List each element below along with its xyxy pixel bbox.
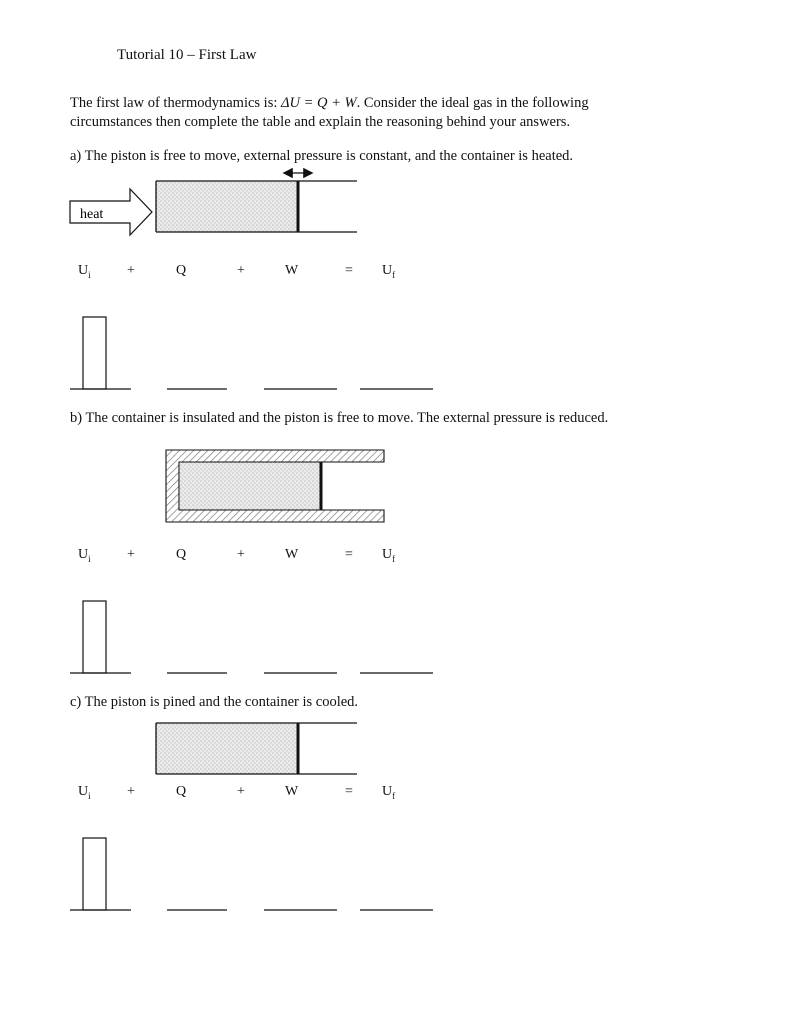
intro-line-2: circumstances then complete the table and explain the reasoning behind your answers. <box>70 114 571 130</box>
plus1-c: + <box>127 784 135 799</box>
gas-region-c <box>156 723 297 774</box>
plus2-a: + <box>237 263 245 278</box>
initial-energy-bar-c <box>83 838 106 910</box>
uf-label-a: $U_f$ <box>382 263 396 280</box>
page-title: Tutorial 10 – First Law <box>117 47 257 63</box>
heat-label: heat <box>80 207 104 222</box>
equals-c: = <box>345 784 353 799</box>
intro-text-before: The first law of thermodynamics is: <box>70 95 282 111</box>
w-label-a: W <box>285 263 299 278</box>
q-label-c: Q <box>176 784 187 799</box>
uf-label-b: $U_f$ <box>382 547 396 564</box>
first-law-equation: ΔU = Q + W <box>281 95 357 111</box>
equals-b: = <box>345 547 353 562</box>
ui-label-c: $U_i$ <box>78 784 91 801</box>
q-label-b: Q <box>176 547 187 562</box>
w-label-b: W <box>285 547 299 562</box>
plus2-c: + <box>237 784 245 799</box>
q-label-a: Q <box>176 263 187 278</box>
ui-label-b: $U_i$ <box>78 547 91 564</box>
plus1-b: + <box>127 547 135 562</box>
plus2-b: + <box>237 547 245 562</box>
w-label-c: W <box>285 784 299 799</box>
equals-a: = <box>345 263 353 278</box>
question-a-text: a) The piston is free to move, external pressure is constant, and the container is heated. <box>70 148 574 164</box>
ui-label-a: $U_i$ <box>78 263 91 280</box>
question-b-text: b) The container is insulated and the piston is free to move. The external pressure is reduced. <box>70 410 609 426</box>
plus1-a: + <box>127 263 135 278</box>
intro-text-after: . Consider the ideal gas in the following <box>356 95 589 111</box>
uf-label-c: $U_f$ <box>382 784 396 801</box>
question-c-text: c) The piston is pined and the container is cooled. <box>70 694 359 710</box>
